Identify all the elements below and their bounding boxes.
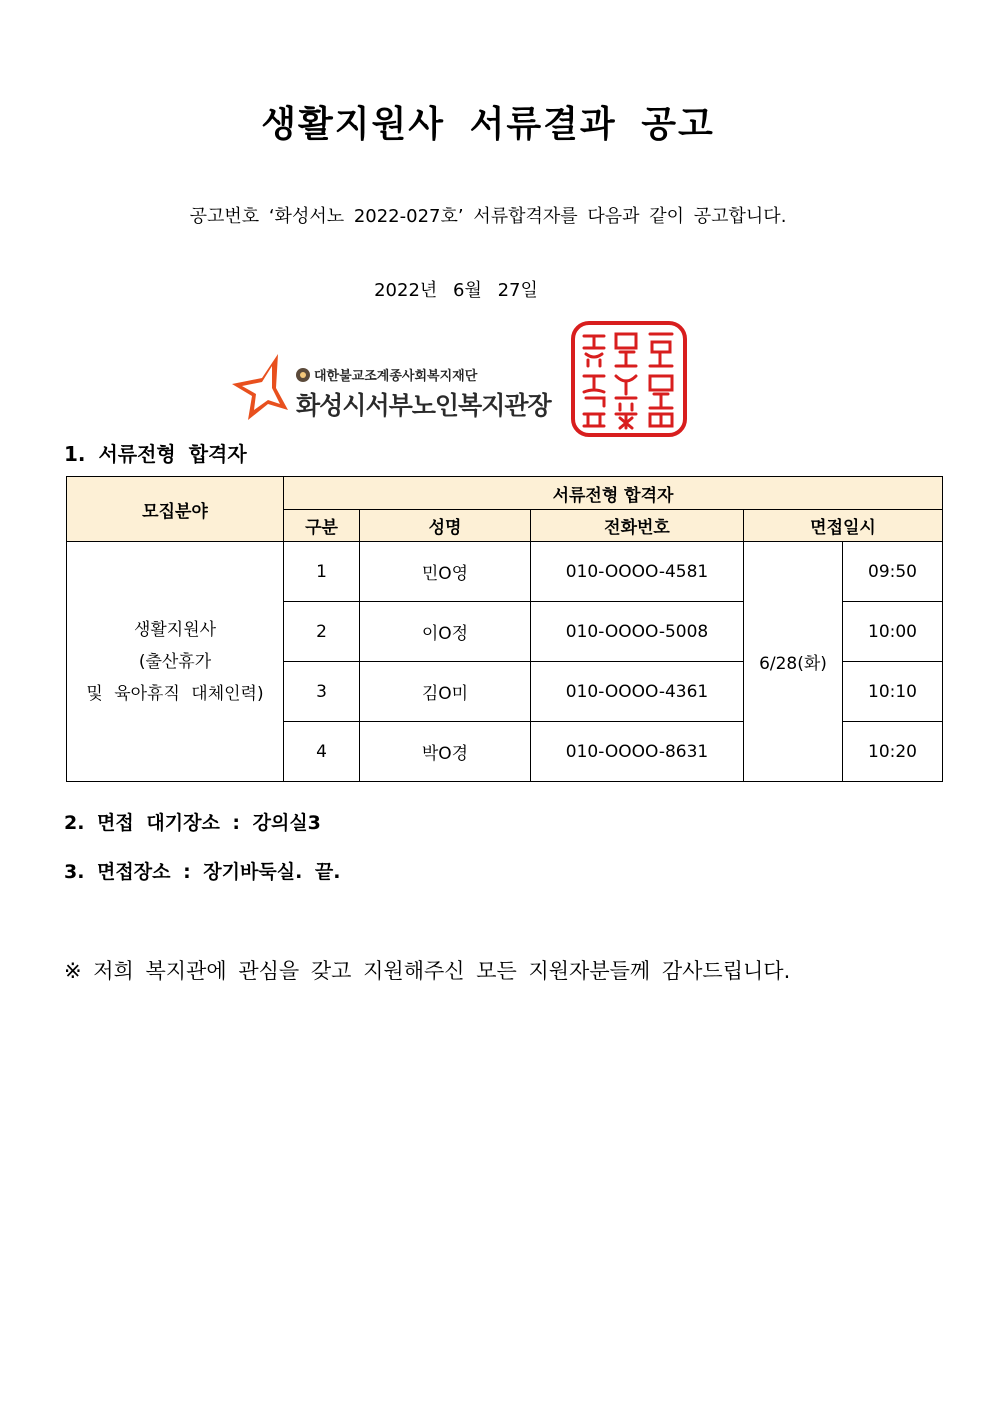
row-phone: 010-OOOO-8631	[531, 722, 744, 782]
result-table	[66, 476, 943, 782]
notice-text: 공고번호 ‘화성서노 2022-027호’ 서류합격자를 다음과 같이 공고합니다.	[189, 206, 787, 227]
waiting-place: 2. 면접 대기장소 : 강의실3	[64, 812, 321, 834]
field-line: (출산휴가	[138, 651, 212, 672]
row-name: 박O경	[360, 722, 531, 782]
dharma-wheel-icon	[296, 368, 310, 382]
header-phone: 전화번호	[531, 510, 744, 542]
foundation-name: 대한불교조계종사회복지재단	[296, 365, 477, 384]
official-seal-icon	[570, 320, 688, 438]
row-phone: 010-OOOO-4361	[531, 662, 744, 722]
row-time: 10:20	[843, 722, 943, 782]
row-time: 10:10	[843, 662, 943, 722]
header-group: 서류전형 합격자	[284, 477, 943, 510]
notice-date: 2022년 6월 27일	[374, 280, 538, 301]
section-1-title: 1. 서류전형 합격자	[64, 442, 247, 466]
row-no: 4	[284, 722, 360, 782]
interview-place: 3. 면접장소 : 장기바둑실. 끝.	[64, 861, 341, 883]
row-no: 2	[284, 602, 360, 662]
header-name: 성명	[360, 510, 531, 542]
institution-logo	[228, 352, 558, 422]
row-phone: 010-OOOO-4581	[531, 542, 744, 602]
row-name: 김O미	[360, 662, 531, 722]
field-line: 및 육아휴직 대체인력)	[86, 683, 264, 704]
interview-date: 6/28(화)	[744, 542, 843, 782]
thanks-note: ※ 저희 복지관에 관심을 갖고 지원해주신 모든 지원자분들께 감사드립니다.	[64, 959, 791, 983]
row-no: 3	[284, 662, 360, 722]
page-title: 생활지원사 서류결과 공고	[261, 104, 715, 145]
star-logo-icon	[228, 352, 290, 422]
row-no: 1	[284, 542, 360, 602]
header-field: 모집분야	[67, 477, 284, 542]
header-no: 구분	[284, 510, 360, 542]
header-interview: 면접일시	[744, 510, 943, 542]
row-time: 09:50	[843, 542, 943, 602]
row-time: 10:00	[843, 602, 943, 662]
row-phone: 010-OOOO-5008	[531, 602, 744, 662]
institution-name: 화성시서부노인복지관장	[296, 391, 551, 420]
row-name: 이O정	[360, 602, 531, 662]
field-line: 생활지원사	[133, 619, 217, 640]
row-name: 민O영	[360, 542, 531, 602]
field-cell	[67, 542, 284, 782]
